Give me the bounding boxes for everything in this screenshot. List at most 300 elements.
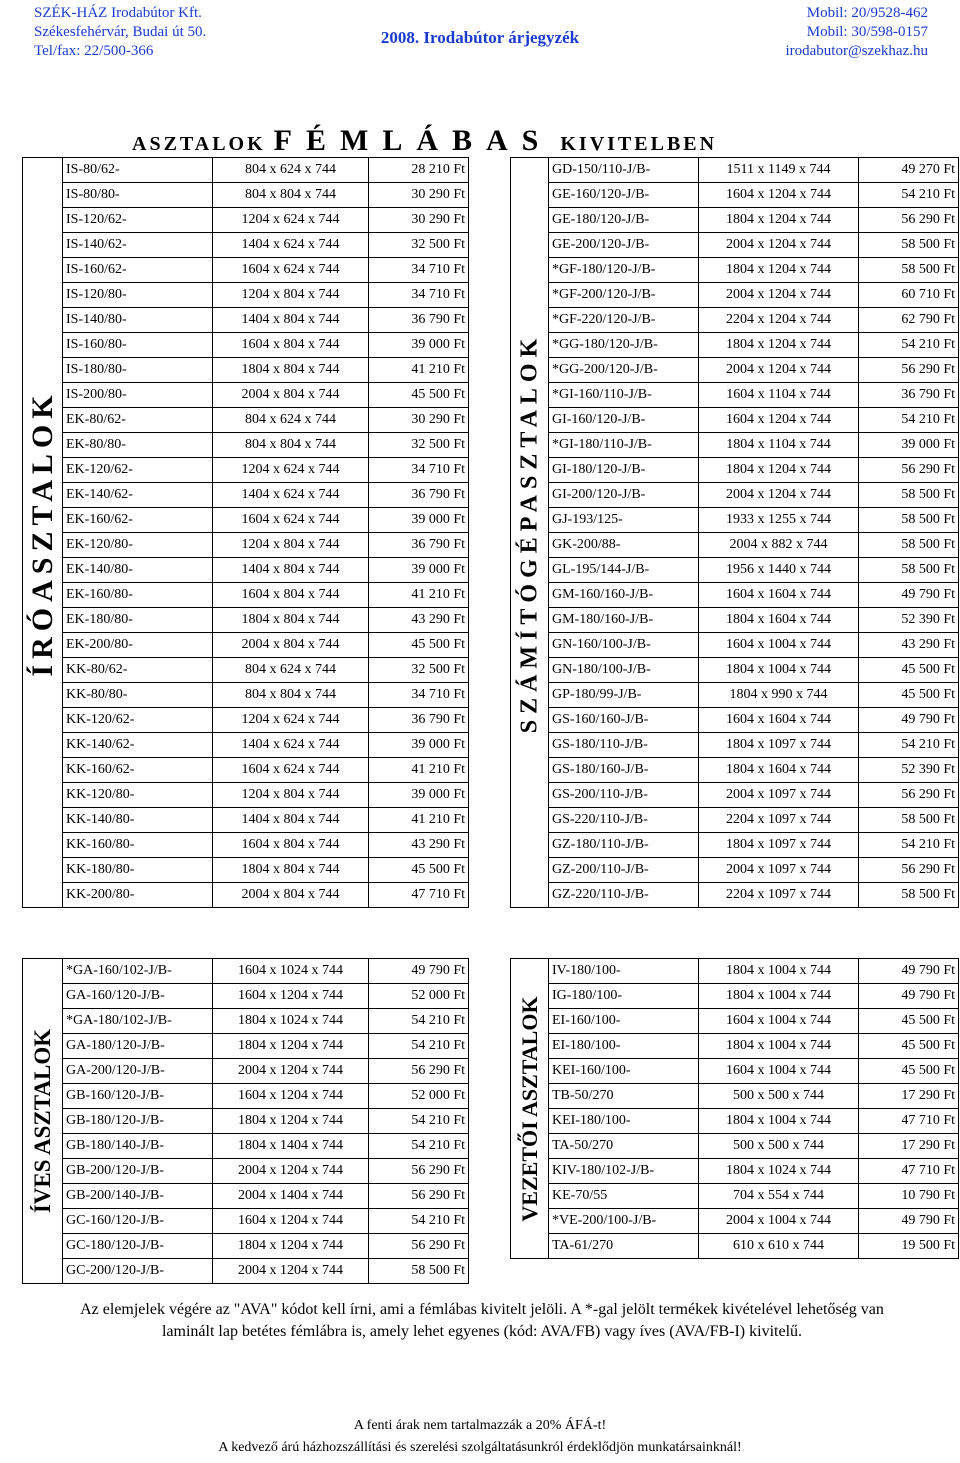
product-price: 45 500 Ft (369, 633, 469, 658)
table-row (23, 283, 469, 308)
table-row (23, 233, 469, 258)
section-title-part2: FÉMLÁBAS (273, 124, 553, 157)
product-price: 56 290 Ft (369, 1184, 469, 1209)
product-code: *GI-180/110-J/B- (549, 433, 699, 458)
product-dimensions: 1804 x 1004 x 744 (699, 1109, 859, 1134)
product-code: IG-180/100- (549, 984, 699, 1009)
product-price: 45 500 Ft (859, 683, 959, 708)
product-code: KIV-180/102-J/B- (549, 1159, 699, 1184)
szamitogepasztalok-table (510, 157, 959, 908)
product-dimensions: 2004 x 1204 x 744 (213, 1059, 369, 1084)
table-row (511, 833, 959, 858)
vat-note: A fenti árak nem tartalmazzák a 20% ÁFÁ-t! (353, 1418, 607, 1433)
product-price: 54 210 Ft (859, 733, 959, 758)
product-dimensions: 500 x 500 x 744 (699, 1084, 859, 1109)
product-code: GI-180/120-J/B- (549, 458, 699, 483)
email-link[interactable]: irodabutor@szekhaz.hu (785, 43, 928, 59)
product-dimensions: 804 x 624 x 744 (213, 158, 369, 183)
product-code: GE-180/120-J/B- (549, 208, 699, 233)
table-row (23, 483, 469, 508)
product-price: 56 290 Ft (369, 1234, 469, 1259)
product-price: 58 500 Ft (859, 233, 959, 258)
mobile-2: Mobil: 30/598-0157 (806, 24, 928, 40)
product-dimensions: 2204 x 1097 x 744 (699, 808, 859, 833)
product-code: GN-180/100-J/B- (549, 658, 699, 683)
product-code: KK-160/80- (63, 833, 213, 858)
product-code: EK-160/80- (63, 583, 213, 608)
product-price: 62 790 Ft (859, 308, 959, 333)
product-dimensions: 2004 x 1204 x 744 (699, 233, 859, 258)
table-row (23, 358, 469, 383)
product-code: *GI-160/110-J/B- (549, 383, 699, 408)
table-row (23, 883, 469, 908)
product-dimensions: 1804 x 1604 x 744 (699, 758, 859, 783)
product-price: 45 500 Ft (369, 383, 469, 408)
product-price: 39 000 Ft (369, 783, 469, 808)
product-price: 56 290 Ft (859, 458, 959, 483)
product-dimensions: 1604 x 1004 x 744 (699, 633, 859, 658)
product-dimensions: 1804 x 990 x 744 (699, 683, 859, 708)
section-title-part3: KIVITELBEN (560, 133, 718, 155)
table-row (511, 708, 959, 733)
section-title-part1: ASZTALOK (132, 133, 266, 155)
product-code: GM-180/160-J/B- (549, 608, 699, 633)
product-price: 56 290 Ft (859, 858, 959, 883)
company-telfax: Tel/fax: 22/500-366 (34, 43, 154, 59)
table-row (511, 1034, 959, 1059)
table-row (23, 1059, 469, 1084)
product-dimensions: 1604 x 1104 x 744 (699, 383, 859, 408)
product-dimensions: 2004 x 804 x 744 (213, 883, 369, 908)
product-dimensions: 1204 x 804 x 744 (213, 533, 369, 558)
product-price: 56 290 Ft (369, 1159, 469, 1184)
table-row (511, 233, 959, 258)
product-code: GI-200/120-J/B- (549, 483, 699, 508)
table-row (23, 733, 469, 758)
product-price: 36 790 Ft (369, 533, 469, 558)
product-dimensions: 2204 x 1204 x 744 (699, 308, 859, 333)
product-code: *VE-200/100-J/B- (549, 1209, 699, 1234)
product-price: 47 710 Ft (369, 883, 469, 908)
product-price: 32 500 Ft (369, 233, 469, 258)
table-row (23, 1209, 469, 1234)
product-code: KEI-160/100- (549, 1059, 699, 1084)
product-price: 49 790 Ft (859, 583, 959, 608)
table-row (511, 984, 959, 1009)
table-row (511, 308, 959, 333)
product-code: GB-180/120-J/B- (63, 1109, 213, 1134)
table-row (511, 1134, 959, 1159)
table-row (23, 583, 469, 608)
table-row (23, 608, 469, 633)
product-dimensions: 1804 x 804 x 744 (213, 608, 369, 633)
product-dimensions: 2004 x 1204 x 744 (699, 483, 859, 508)
product-dimensions: 1404 x 624 x 744 (213, 233, 369, 258)
product-price: 56 290 Ft (369, 1059, 469, 1084)
product-price: 58 500 Ft (859, 483, 959, 508)
product-code: KK-200/80- (63, 883, 213, 908)
table-row (511, 1234, 959, 1259)
product-price: 45 500 Ft (859, 658, 959, 683)
category-label-cell (511, 959, 549, 1259)
iroasztalok-table (22, 157, 469, 908)
product-code: IS-80/80- (63, 183, 213, 208)
product-dimensions: 1204 x 804 x 744 (213, 283, 369, 308)
product-code: TB-50/270 (549, 1084, 699, 1109)
product-code: KK-80/62- (63, 658, 213, 683)
table-row (511, 183, 959, 208)
product-code: IV-180/100- (549, 959, 699, 984)
table-row (511, 883, 959, 908)
product-dimensions: 1604 x 624 x 744 (213, 758, 369, 783)
product-price: 52 000 Ft (369, 984, 469, 1009)
delivery-note: A kedvező árú házhozszállítási és szerelési szolgáltatásunkról érdeklődjön munkatársainknál! (218, 1440, 742, 1455)
company-address: Székesfehérvár, Budai út 50. (34, 24, 207, 40)
product-code: GB-160/120-J/B- (63, 1084, 213, 1109)
product-code: *GA-160/102-J/B- (63, 959, 213, 984)
product-price: 58 500 Ft (859, 533, 959, 558)
product-dimensions: 1404 x 624 x 744 (213, 483, 369, 508)
product-price: 49 790 Ft (859, 959, 959, 984)
category-label-cell (511, 158, 549, 908)
product-code: GN-160/100-J/B- (549, 633, 699, 658)
product-code: IS-120/80- (63, 283, 213, 308)
product-price: 36 790 Ft (369, 708, 469, 733)
product-dimensions: 1204 x 624 x 744 (213, 708, 369, 733)
product-dimensions: 1804 x 1024 x 744 (699, 1159, 859, 1184)
table-row (511, 258, 959, 283)
table-row (511, 158, 959, 183)
product-dimensions: 1804 x 1024 x 744 (213, 1009, 369, 1034)
product-dimensions: 1604 x 1204 x 744 (699, 408, 859, 433)
product-dimensions: 1511 x 1149 x 744 (699, 158, 859, 183)
product-dimensions: 2004 x 1204 x 744 (699, 358, 859, 383)
product-code: KK-120/80- (63, 783, 213, 808)
product-code: EK-80/80- (63, 433, 213, 458)
table-row (23, 1109, 469, 1134)
product-dimensions: 2004 x 1204 x 744 (213, 1259, 369, 1284)
product-price: 39 000 Ft (369, 558, 469, 583)
table-row (511, 383, 959, 408)
table-row (511, 508, 959, 533)
table-row (511, 808, 959, 833)
table-row (23, 433, 469, 458)
table-row (23, 758, 469, 783)
table-row (511, 608, 959, 633)
product-dimensions: 804 x 624 x 744 (213, 658, 369, 683)
product-code: IS-180/80- (63, 358, 213, 383)
product-code: GA-180/120-J/B- (63, 1034, 213, 1059)
product-code: *GF-180/120-J/B- (549, 258, 699, 283)
product-dimensions: 2004 x 1204 x 744 (213, 1159, 369, 1184)
table-row (23, 183, 469, 208)
product-price: 58 500 Ft (859, 258, 959, 283)
product-code: GZ-220/110-J/B- (549, 883, 699, 908)
product-dimensions: 1604 x 1604 x 744 (699, 708, 859, 733)
product-dimensions: 1404 x 804 x 744 (213, 308, 369, 333)
product-code: GZ-200/110-J/B- (549, 858, 699, 883)
product-price: 17 290 Ft (859, 1134, 959, 1159)
product-price: 49 790 Ft (369, 959, 469, 984)
product-price: 43 290 Ft (369, 608, 469, 633)
product-code: EK-160/62- (63, 508, 213, 533)
product-price: 43 290 Ft (859, 633, 959, 658)
product-price: 45 500 Ft (859, 1009, 959, 1034)
table-row (23, 208, 469, 233)
table-row (23, 408, 469, 433)
product-dimensions: 1804 x 1097 x 744 (699, 833, 859, 858)
table-row (23, 1084, 469, 1109)
product-price: 39 000 Ft (859, 433, 959, 458)
product-code: *GF-220/120-J/B- (549, 308, 699, 333)
product-price: 34 710 Ft (369, 458, 469, 483)
product-code: KK-140/62- (63, 733, 213, 758)
product-price: 39 000 Ft (369, 333, 469, 358)
product-price: 41 210 Ft (369, 358, 469, 383)
product-dimensions: 2004 x 1004 x 744 (699, 1209, 859, 1234)
product-dimensions: 1804 x 1204 x 744 (699, 258, 859, 283)
product-dimensions: 1604 x 1604 x 744 (699, 583, 859, 608)
table-row (511, 558, 959, 583)
product-code: KK-160/62- (63, 758, 213, 783)
product-price: 58 500 Ft (859, 883, 959, 908)
product-dimensions: 1404 x 624 x 744 (213, 733, 369, 758)
category-label-cell (23, 959, 63, 1284)
table-row (511, 583, 959, 608)
table-row (511, 458, 959, 483)
product-price: 54 210 Ft (859, 833, 959, 858)
product-price: 10 790 Ft (859, 1184, 959, 1209)
table-row (23, 1259, 469, 1284)
product-dimensions: 804 x 804 x 744 (213, 183, 369, 208)
product-dimensions: 1604 x 1204 x 744 (213, 984, 369, 1009)
product-code: EK-120/62- (63, 458, 213, 483)
product-code: GS-180/110-J/B- (549, 733, 699, 758)
product-code: GB-200/120-J/B- (63, 1159, 213, 1184)
table-row (23, 1134, 469, 1159)
table-row (511, 959, 959, 984)
table-row (511, 858, 959, 883)
product-dimensions: 1804 x 1204 x 744 (213, 1034, 369, 1059)
product-code: *GF-200/120-J/B- (549, 283, 699, 308)
product-dimensions: 2004 x 804 x 744 (213, 633, 369, 658)
product-dimensions: 1804 x 1204 x 744 (699, 208, 859, 233)
table-row (511, 1009, 959, 1034)
vezetoi-asztalok-table (510, 958, 959, 1259)
product-dimensions: 1804 x 1604 x 744 (699, 608, 859, 633)
product-price: 41 210 Ft (369, 758, 469, 783)
category-label: ÍRÓASZTALOK (25, 388, 59, 677)
table-row (23, 708, 469, 733)
product-code: EK-120/80- (63, 533, 213, 558)
product-code: IS-160/80- (63, 333, 213, 358)
product-code: EI-160/100- (549, 1009, 699, 1034)
table-row (511, 1184, 959, 1209)
product-dimensions: 1804 x 1004 x 744 (699, 658, 859, 683)
product-dimensions: 1804 x 1204 x 744 (213, 1234, 369, 1259)
product-code: GK-200/88- (549, 533, 699, 558)
product-dimensions: 1604 x 1004 x 744 (699, 1059, 859, 1084)
table-row (511, 408, 959, 433)
product-price: 54 210 Ft (369, 1134, 469, 1159)
product-code: GA-160/120-J/B- (63, 984, 213, 1009)
table-row (23, 984, 469, 1009)
product-code: EK-200/80- (63, 633, 213, 658)
product-price: 58 500 Ft (859, 508, 959, 533)
table-row (23, 633, 469, 658)
product-dimensions: 1933 x 1255 x 744 (699, 508, 859, 533)
contact-info (785, 4, 928, 61)
product-price: 39 000 Ft (369, 733, 469, 758)
product-code: GS-200/110-J/B- (549, 783, 699, 808)
table-row (23, 808, 469, 833)
table-row (511, 1209, 959, 1234)
table-row (511, 783, 959, 808)
product-code: TA-61/270 (549, 1234, 699, 1259)
product-dimensions: 1404 x 804 x 744 (213, 558, 369, 583)
table-row (23, 383, 469, 408)
product-price: 54 210 Ft (369, 1009, 469, 1034)
product-price: 49 270 Ft (859, 158, 959, 183)
table-row (511, 483, 959, 508)
company-name: SZÉK-HÁZ Irodabútor Kft. (34, 5, 202, 21)
product-price: 56 290 Ft (859, 358, 959, 383)
product-code: GZ-180/110-J/B- (549, 833, 699, 858)
product-dimensions: 1604 x 624 x 744 (213, 508, 369, 533)
product-price: 36 790 Ft (859, 383, 959, 408)
product-dimensions: 610 x 610 x 744 (699, 1234, 859, 1259)
product-price: 54 210 Ft (859, 333, 959, 358)
product-code: *GG-180/120-J/B- (549, 333, 699, 358)
product-price: 54 210 Ft (859, 408, 959, 433)
footnote (22, 1299, 942, 1343)
product-price: 45 500 Ft (369, 858, 469, 883)
table-row (23, 783, 469, 808)
table-row (511, 1159, 959, 1184)
product-code: GB-180/140-J/B- (63, 1134, 213, 1159)
product-code: KK-140/80- (63, 808, 213, 833)
table-row (511, 283, 959, 308)
product-dimensions: 2004 x 1404 x 744 (213, 1184, 369, 1209)
product-code: GI-160/120-J/B- (549, 408, 699, 433)
product-price: 52 000 Ft (369, 1084, 469, 1109)
product-price: 39 000 Ft (369, 508, 469, 533)
product-dimensions: 1804 x 1004 x 744 (699, 1034, 859, 1059)
product-price: 28 210 Ft (369, 158, 469, 183)
product-dimensions: 1804 x 1104 x 744 (699, 433, 859, 458)
product-code: TA-50/270 (549, 1134, 699, 1159)
product-code: IS-120/62- (63, 208, 213, 233)
product-price: 30 290 Ft (369, 208, 469, 233)
product-dimensions: 1804 x 1097 x 744 (699, 733, 859, 758)
table-row (511, 658, 959, 683)
product-dimensions: 2004 x 1204 x 744 (699, 283, 859, 308)
category-label-cell (23, 158, 63, 908)
product-code: GM-160/160-J/B- (549, 583, 699, 608)
table-row (23, 458, 469, 483)
product-code: GP-180/99-J/B- (549, 683, 699, 708)
product-dimensions: 1804 x 1004 x 744 (699, 959, 859, 984)
product-code: KK-120/62- (63, 708, 213, 733)
product-code: GS-180/160-J/B- (549, 758, 699, 783)
product-price: 52 390 Ft (859, 608, 959, 633)
product-dimensions: 1804 x 804 x 744 (213, 858, 369, 883)
product-code: EK-80/62- (63, 408, 213, 433)
product-code: IS-80/62- (63, 158, 213, 183)
product-price: 60 710 Ft (859, 283, 959, 308)
product-dimensions: 1604 x 1024 x 744 (213, 959, 369, 984)
table-row (23, 508, 469, 533)
product-code: GL-195/144-J/B- (549, 558, 699, 583)
product-price: 36 790 Ft (369, 308, 469, 333)
product-dimensions: 1204 x 624 x 744 (213, 208, 369, 233)
table-row (511, 433, 959, 458)
product-dimensions: 1404 x 804 x 744 (213, 808, 369, 833)
product-dimensions: 1604 x 1204 x 744 (699, 183, 859, 208)
table-row (23, 158, 469, 183)
mobile-1: Mobil: 20/9528-462 (806, 5, 928, 21)
product-price: 32 500 Ft (369, 433, 469, 458)
product-dimensions: 804 x 624 x 744 (213, 408, 369, 433)
table-row (23, 1184, 469, 1209)
product-dimensions: 2004 x 882 x 744 (699, 533, 859, 558)
product-code: KK-180/80- (63, 858, 213, 883)
table-row (511, 1059, 959, 1084)
table-row (511, 633, 959, 658)
product-code: GD-150/110-J/B- (549, 158, 699, 183)
product-dimensions: 1804 x 1004 x 744 (699, 984, 859, 1009)
product-code: EI-180/100- (549, 1034, 699, 1059)
product-dimensions: 1204 x 804 x 744 (213, 783, 369, 808)
product-code: IS-160/62- (63, 258, 213, 283)
product-dimensions: 804 x 804 x 744 (213, 683, 369, 708)
product-dimensions: 1604 x 624 x 744 (213, 258, 369, 283)
table-row (23, 1234, 469, 1259)
product-code: *GA-180/102-J/B- (63, 1009, 213, 1034)
product-price: 41 210 Ft (369, 583, 469, 608)
product-dimensions: 2204 x 1097 x 744 (699, 883, 859, 908)
product-price: 54 210 Ft (369, 1034, 469, 1059)
product-dimensions: 2004 x 804 x 744 (213, 383, 369, 408)
table-row (511, 358, 959, 383)
category-label: SZÁMÍTÓGÉPASZTALOK (516, 332, 542, 733)
product-price: 58 500 Ft (859, 558, 959, 583)
product-dimensions: 500 x 500 x 744 (699, 1134, 859, 1159)
category-label: ÍVES ASZTALOK (29, 1028, 55, 1214)
product-code: IS-200/80- (63, 383, 213, 408)
product-code: EK-180/80- (63, 608, 213, 633)
table-row (23, 1034, 469, 1059)
product-code: GE-160/120-J/B- (549, 183, 699, 208)
product-dimensions: 2004 x 1097 x 744 (699, 858, 859, 883)
table-row (23, 658, 469, 683)
product-price: 54 210 Ft (859, 183, 959, 208)
product-dimensions: 1804 x 1404 x 744 (213, 1134, 369, 1159)
product-price: 47 710 Ft (859, 1159, 959, 1184)
table-row (23, 533, 469, 558)
table-row (511, 533, 959, 558)
product-code: KK-80/80- (63, 683, 213, 708)
product-code: GS-160/160-J/B- (549, 708, 699, 733)
table-row (23, 833, 469, 858)
product-dimensions: 1804 x 1204 x 744 (699, 458, 859, 483)
product-price: 52 390 Ft (859, 758, 959, 783)
table-row (511, 333, 959, 358)
table-row (23, 558, 469, 583)
table-row (511, 208, 959, 233)
product-dimensions: 1604 x 804 x 744 (213, 333, 369, 358)
product-code: GA-200/120-J/B- (63, 1059, 213, 1084)
